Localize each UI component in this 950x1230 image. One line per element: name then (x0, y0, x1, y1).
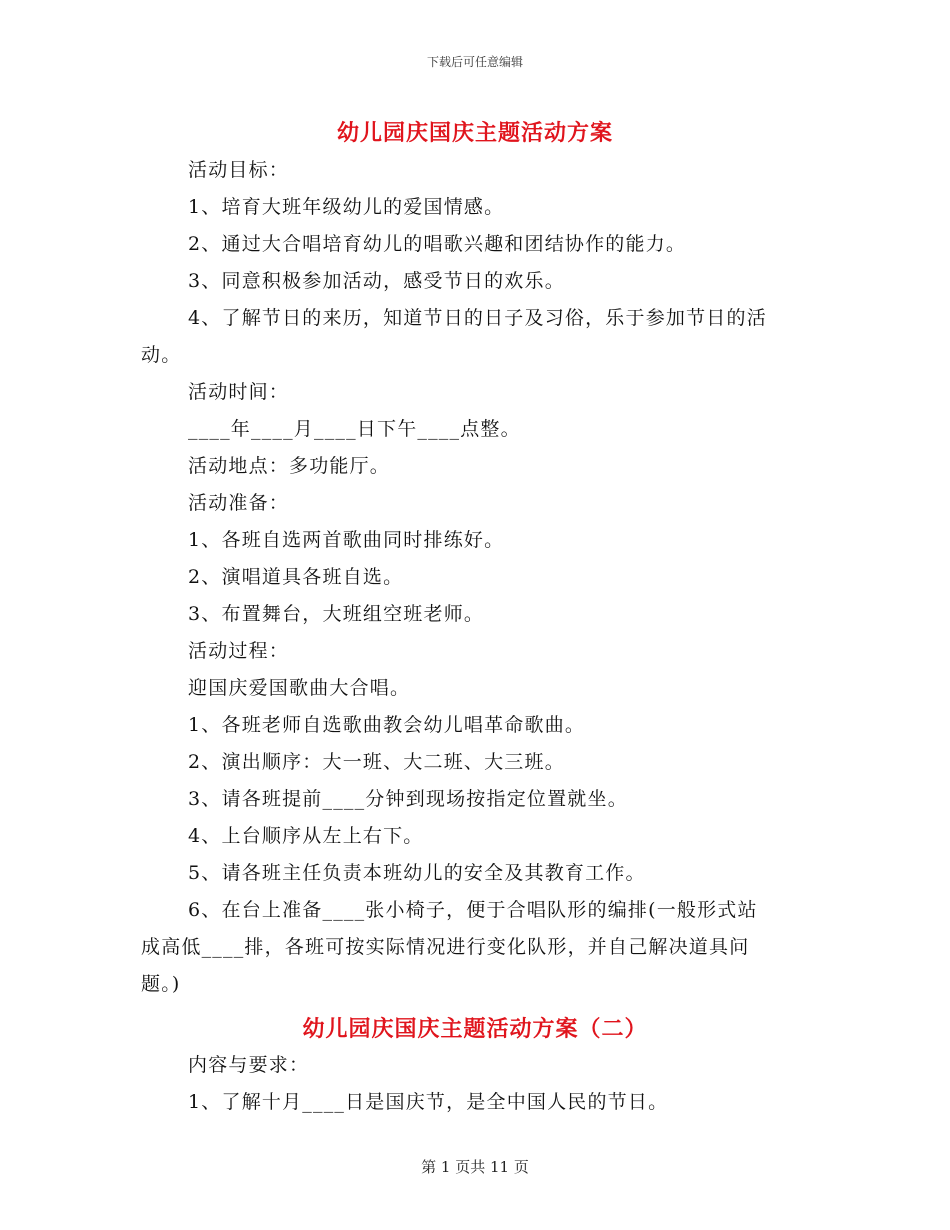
process-item-3: 3、请各班提前____分钟到现场按指定位置就坐。 (188, 788, 628, 810)
section-heading-time: 活动时间： (188, 381, 290, 403)
process-item-2: 2、演出顺序：大一班、大二班、大三班。 (188, 751, 565, 773)
process-item-6: 6、在台上准备____张小椅子，便于合唱队形的编排(一般形式站 (188, 899, 758, 921)
preparation-item-2: 2、演唱道具各班自选。 (188, 566, 404, 588)
location-detail: 活动地点：多功能厅。 (188, 455, 391, 477)
preparation-item-3: 3、布置舞台，大班组空班老师。 (188, 603, 485, 625)
goal-item-4: 4、了解节日的来历，知道节日的日子及习俗，乐于参加节日的活 (188, 307, 767, 329)
goal-item-1: 1、培育大班年级幼儿的爱国情感。 (188, 196, 505, 218)
process-item-6-end: 题。) (141, 973, 181, 995)
goal-item-2: 2、通过大合唱培育幼儿的唱歌兴趣和团结协作的能力。 (188, 233, 687, 255)
page-header: 下载后可任意编辑 (426, 55, 523, 69)
time-detail: ____年____月____日下午____点整。 (188, 418, 521, 440)
goal-item-3: 3、同意积极参加活动，感受节日的欢乐。 (188, 270, 565, 292)
process-item-6-continued: 成高低____排，各班可按实际情况进行变化队形，并自己解决道具问 (141, 936, 750, 958)
section-heading-process: 活动过程： (188, 640, 290, 662)
document-title: 幼儿园庆国庆主题活动方案 (336, 120, 613, 146)
goal-item-4-continued: 动。 (141, 344, 182, 366)
section-heading-preparation: 活动准备： (188, 492, 290, 514)
process-item-4: 4、上台顺序从左上右下。 (188, 825, 424, 847)
page-footer: 第 1 页共 11 页 (421, 1158, 529, 1176)
section-heading-content: 内容与要求： (188, 1054, 310, 1076)
section-heading-goals: 活动目标： (188, 159, 290, 181)
preparation-item-1: 1、各班自选两首歌曲同时排练好。 (188, 529, 505, 551)
document-title-2: 幼儿园庆国庆主题活动方案（二） (302, 1016, 648, 1042)
content-item-1: 1、了解十月____日是国庆节，是全中国人民的节日。 (188, 1091, 669, 1113)
process-intro: 迎国庆爱国歌曲大合唱。 (188, 677, 411, 699)
process-item-1: 1、各班老师自选歌曲教会幼儿唱革命歌曲。 (188, 714, 586, 736)
process-item-5: 5、请各班主任负责本班幼儿的安全及其教育工作。 (188, 862, 646, 884)
